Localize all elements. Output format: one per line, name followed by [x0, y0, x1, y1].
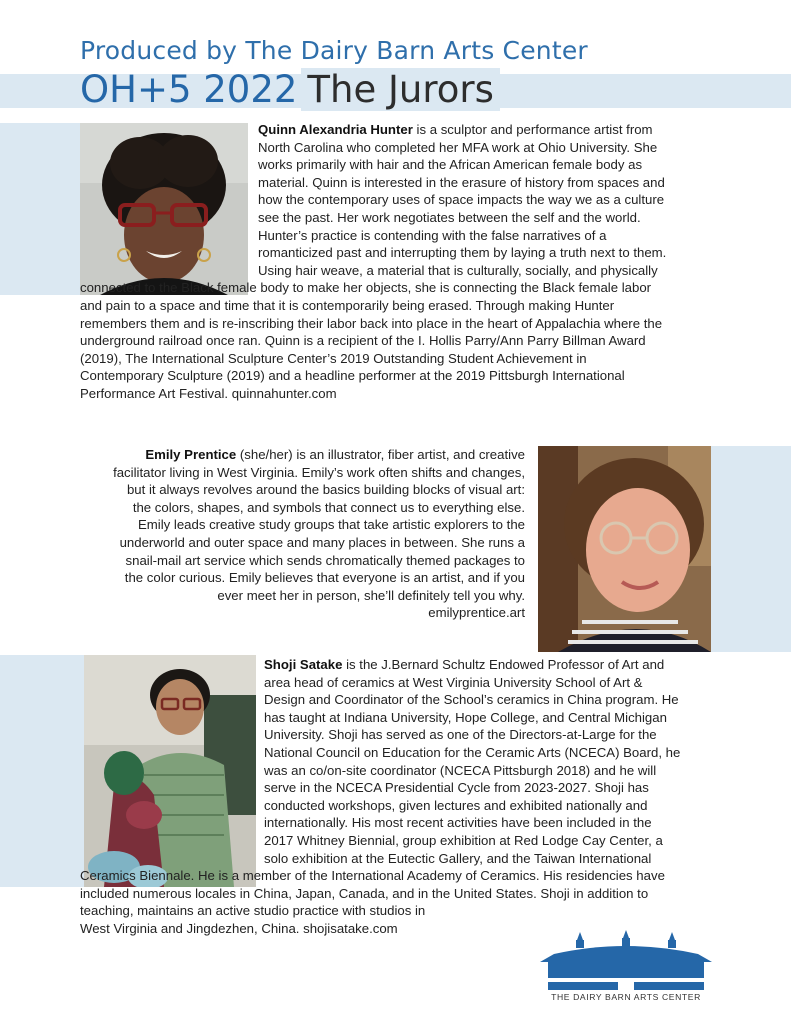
juror1-name: Quinn Alexandria Hunter [258, 122, 413, 137]
bio-line: North Carolina who completed her MFA work at Ohio University. She [258, 139, 658, 155]
bio-line: romanticized past and interrupting them by laying a truth next to them. [258, 245, 667, 261]
bio-line: Emily Prentice (she/her) is an illustrator, fiber artist, and creative [145, 447, 525, 462]
bio-line: underground railroad once ran. Quinn is a recipient of the I. Hollis Parry/Ann Parry Billman Award [80, 333, 646, 349]
bio-line: emilyprentice.art [428, 605, 525, 621]
bio-line: see the past. Her work negotiates between the self and the world. [258, 209, 641, 225]
bio-line: the color curious. Emily believes that everyone is an artist, and if you [124, 570, 525, 586]
bio-line: the colors, shapes, and symbols that connect us to everything else. [132, 499, 525, 515]
bio-line: and pain to a space and time that it is contemporarily being erased. Through making Hunter [80, 297, 615, 313]
bio-line: teaching, maintains an active studio practice with studios in [80, 903, 426, 919]
bio-line: Using hair weave, a material that is culturally, socially, and physically [258, 262, 658, 278]
bio-line: internationally. His most recent activities have been included in the [264, 815, 652, 831]
bio-line: ever meet her in person, she’ll definitely tell you why. [217, 587, 525, 603]
bio-line: Ceramics Biennale. He is a member of the International Academy of Ceramics. His residencies have [80, 868, 665, 884]
bio-line: Contemporary Sculpture (2019) and a headline performer at the 2019 Pittsburgh International [80, 368, 625, 384]
title-oh5-2022: OH+5 2022 [80, 68, 298, 111]
bio-line: conducted workshops, given lectures and exhibited nationally and [264, 797, 648, 813]
bio-line: connected to the Black female body to make her objects, she is connecting the Black female labor [80, 280, 652, 296]
bio-line: remembers them and is re-inscribing their labor back into place in the heart of Appalachia where the [80, 315, 663, 331]
bio-line: Quinn Alexandria Hunter is a sculptor and performance artist from [258, 122, 653, 137]
bio-line: snail-mail art service which sends chromatically themed packages to [125, 552, 525, 568]
juror1-bio [80, 121, 710, 403]
juror1-accent-bar [0, 123, 92, 295]
bio-line: underworld and outer space and many places in between. She runs a [119, 534, 525, 550]
bio-line: included numerous locales in China, Japan, Canada, and in the United States. Shoji in addition to [80, 885, 649, 901]
juror2-bio [80, 446, 525, 622]
bio-line: but it always revolves around the basics building blocks of visual art: [126, 482, 525, 498]
bio-line: has taught at Indiana University, Hope College, and Central Michigan [264, 709, 667, 725]
bio-line: how the contemporary uses of space impacts the way we as a culture [258, 192, 665, 208]
bio-line: facilitator living in West Virginia. Emily’s work often shifts and changes, [113, 464, 525, 480]
bio-line: Hunter’s practice is contending with the false narratives of a [258, 227, 607, 243]
bio-line: 2017 Whitney Biennial, group exhibition at Red Lodge Cay Center, a [264, 832, 663, 848]
bio-line: area head of ceramics at West Virginia University School of Art & [264, 674, 643, 690]
juror2-name: Emily Prentice [145, 447, 237, 462]
produced-by-heading: Produced by The Dairy Barn Arts Center [80, 36, 588, 65]
portrait-emily-prentice-icon [538, 446, 711, 652]
juror2-photo [538, 446, 711, 652]
bio-line: Performance Art Festival. quinnahunter.com [80, 385, 337, 401]
title-the-jurors: The Jurors [301, 68, 499, 111]
page-title [80, 68, 500, 112]
logo-text: THE DAIRY BARN ARTS CENTER [551, 992, 701, 1002]
bio-line: Shoji Satake is the J.Bernard Schultz Endowed Professor of Art and [264, 657, 665, 672]
bio-line: Design and Coordinator of the School’s ceramics in China program. He [264, 692, 679, 708]
bio-line: University. Shoji has served as one of the Directors-at-Large for the [264, 727, 657, 743]
bio-line: Emily leads creative study groups that take artistic explorers to the [137, 517, 525, 533]
bio-line: West Virginia and Jingdezhen, China. shojisatake.com [80, 920, 398, 936]
bio-line: serve in the NCECA Presidential Cycle from 2023-2027. Shoji has [264, 780, 649, 796]
juror3-name: Shoji Satake [264, 657, 343, 672]
bio-line: material. Quinn is interested in the erasure of history from spaces and [258, 174, 665, 190]
bio-line: was an co/on-site coordinator (NCECA Pittsburgh 2018) and he will [264, 762, 657, 778]
bio-line: National Council on Education for the Ceramic Arts (NCECA) Board, he [264, 744, 681, 760]
bio-line: solo exhibition at the Eutectic Gallery, and the Taiwan International [264, 850, 652, 866]
bio-line: (2019), The International Sculpture Center’s 2019 Outstanding Student Achievement in [80, 350, 587, 366]
juror2-accent-bar [700, 446, 791, 652]
bio-line: works primarily with hair and the African American female body as [258, 157, 643, 173]
juror3-bio [80, 656, 720, 938]
